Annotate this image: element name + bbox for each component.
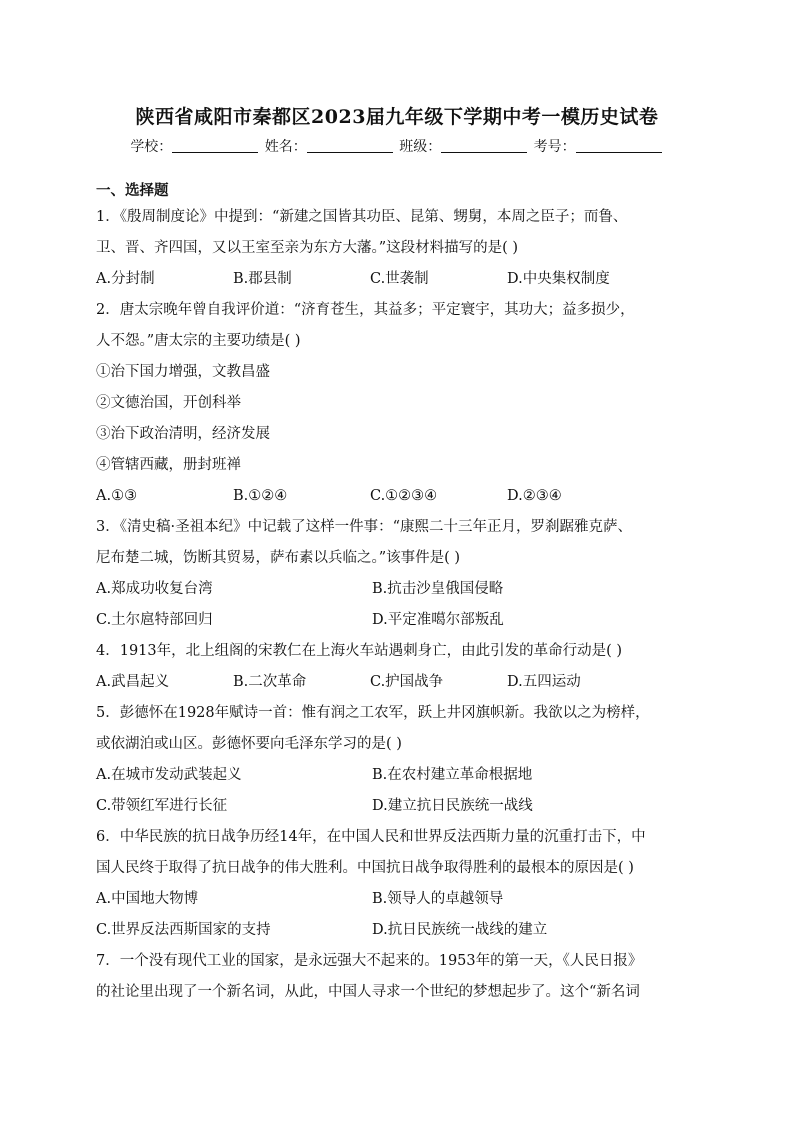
option-c[interactable]: C.带领红军进行长征 <box>96 798 228 814</box>
option-c[interactable]: C.世界反法西斯国家的支持 <box>96 922 271 938</box>
option-c[interactable]: C.世袭制 <box>370 271 429 287</box>
option-b[interactable]: B.抗击沙皇俄国侵略 <box>372 581 504 597</box>
section-heading: 一、选择题 <box>96 183 169 199</box>
question-text-line: ②文德治国，开创科举 <box>96 395 241 411</box>
options-row <box>96 605 706 636</box>
option-a[interactable]: A.分封制 <box>96 271 155 287</box>
option-d[interactable]: D.抗日民族统一战线的建立 <box>372 922 548 938</box>
question-2 <box>96 295 706 512</box>
question-text-line: 1．《殷周制度论》中提到：“新建之国皆其功臣、昆第、甥舅，本周之臣子；而鲁、 <box>96 209 628 225</box>
exam-number-blank <box>576 138 662 153</box>
question-text-line: 国人民终于取得了抗日战争的伟大胜利。中国抗日战争取得胜利的最根本的原因是( ) <box>96 860 634 876</box>
option-b[interactable]: B.郡县制 <box>233 271 292 287</box>
question-7 <box>96 946 706 1008</box>
question-text-line: 4．1913年，北上组阁的宋教仁在上海火车站遇刺身亡，由此引发的革命行动是( ) <box>96 643 623 659</box>
question-text-line: 7．一个没有现代工业的国家，是永远强大不起来的。1953年的第一天，《人民日报》 <box>96 953 643 969</box>
option-c[interactable]: C.土尔扈特部回归 <box>96 612 213 628</box>
options-row <box>96 481 706 512</box>
question-text-line: 卫、晋、齐四国，又以王室至亲为东方大藩。”这段材料描写的是( ) <box>96 240 519 256</box>
option-a[interactable]: A.①③ <box>96 488 138 504</box>
option-b[interactable]: B.①②④ <box>233 488 288 504</box>
option-c[interactable]: C.①②③④ <box>370 488 438 504</box>
school-blank <box>172 138 258 153</box>
question-text-line: 或依湖泊或山区。彭德怀要向毛泽东学习的是( ) <box>96 736 402 752</box>
question-text-line: ③治下政治清明，经济发展 <box>96 426 270 442</box>
class-label: 班级： <box>399 139 442 155</box>
option-a[interactable]: A.武昌起义 <box>96 674 170 690</box>
question-text-line: 6．中华民族的抗日战争历经14年，在中国人民和世界反法西斯力量的沉重打击下，中 <box>96 829 646 845</box>
options-row <box>96 264 706 295</box>
options-row <box>96 884 706 915</box>
option-b[interactable]: B.领导人的卓越领导 <box>372 891 504 907</box>
school-label: 学校： <box>130 139 173 155</box>
options-row <box>96 667 706 698</box>
name-blank <box>307 138 393 153</box>
question-list <box>96 180 706 1008</box>
options-row <box>96 760 706 791</box>
option-a[interactable]: A.中国地大物博 <box>96 891 199 907</box>
question-3 <box>96 512 706 636</box>
option-a[interactable]: A.郑成功收复台湾 <box>96 581 213 597</box>
question-text-line: 3．《清史稿·圣祖本纪》中记载了这样一件事：“康熙二十三年正月，罗刹踞雅克萨、 <box>96 519 632 535</box>
question-4 <box>96 636 706 698</box>
option-c[interactable]: C.护国战争 <box>370 674 444 690</box>
options-row <box>96 915 706 946</box>
option-d[interactable]: D.平定准噶尔部叛乱 <box>372 612 504 628</box>
option-a[interactable]: A.在城市发动武装起义 <box>96 767 242 783</box>
option-d[interactable]: D.五四运动 <box>507 674 581 690</box>
class-blank <box>441 138 527 153</box>
student-info-row <box>0 136 794 156</box>
question-text-line: ①治下国力增强，文教昌盛 <box>96 364 270 380</box>
question-text-line: 2．唐太宗晚年曾自我评价道：“济育苍生，其益多；平定寰宇，其功大；益多损少， <box>96 302 635 318</box>
question-6 <box>96 822 706 946</box>
option-d[interactable]: D.建立抗日民族统一战线 <box>372 798 533 814</box>
option-b[interactable]: B.在农村建立革命根据地 <box>372 767 533 783</box>
name-label: 姓名： <box>264 139 307 155</box>
exam-number-label: 考号： <box>533 139 576 155</box>
question-text-line: ④管辖西藏，册封班禅 <box>96 457 241 473</box>
options-row <box>96 574 706 605</box>
options-row <box>96 791 706 822</box>
question-1 <box>96 202 706 295</box>
option-d[interactable]: D.②③④ <box>507 488 562 504</box>
question-text-line: 尼布楚二城，饬断其贸易，萨布素以兵临之。”该事件是( ) <box>96 550 461 566</box>
option-d[interactable]: D.中央集权制度 <box>507 271 610 287</box>
question-text-line: 人不怨。”唐太宗的主要功绩是( ) <box>96 333 301 349</box>
option-b[interactable]: B.二次革命 <box>233 674 307 690</box>
question-5 <box>96 698 706 822</box>
question-text-line: 5．彭德怀在1928年赋诗一首：惟有润之工农军，跃上井冈旗帜新。我欲以之为榜样， <box>96 705 650 721</box>
exam-title: 陕西省咸阳市秦都区2023届九年级下学期中考一模历史试卷 <box>135 106 659 128</box>
question-text-line: 的社论里出现了一个新名词，从此，中国人寻求一个世纪的梦想起步了。这个“新名词 <box>96 984 640 1000</box>
